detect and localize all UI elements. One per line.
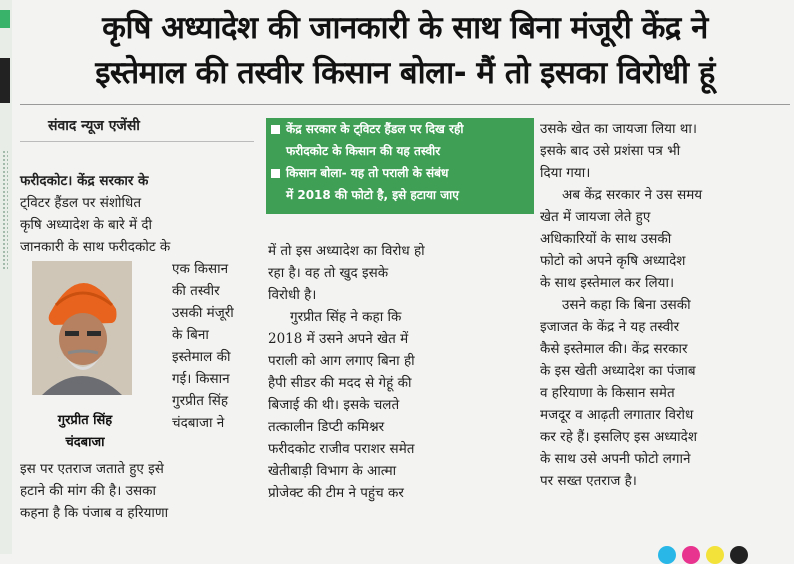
- page-edge: [0, 0, 12, 554]
- text-line: खेतीबाड़ी विभाग के आत्मा: [268, 463, 397, 479]
- column-1-bottom: [20, 458, 252, 524]
- highlight-text: फरीदकोट के किसान की यह तस्वीर: [286, 144, 441, 158]
- column-1-beside-photo: [172, 258, 252, 434]
- text-line: चंदबाजा ने: [172, 415, 225, 431]
- text-line: के साथ उसे अपनी फोटो लगाने: [540, 451, 691, 467]
- highlight-box: [266, 118, 534, 214]
- text-line: की तस्वीर: [172, 283, 220, 299]
- edge-black-mark: [0, 58, 10, 103]
- column-1-top: [20, 170, 252, 258]
- text-line: उसके खेत का जायजा लिया था।: [540, 121, 698, 137]
- text-line: हैपी सीडर की मदद से गेहूं की: [268, 375, 412, 391]
- highlight-text: में 2018 की फोटो है, इसे हटाया जाए: [286, 188, 459, 202]
- text-line: रहा है। वह तो खुद इसके: [268, 265, 389, 281]
- farmer-portrait-icon: [32, 261, 132, 395]
- text-line: गुरप्रीत सिंह ने कहा कि: [290, 309, 402, 325]
- text-line: इजाजत के केंद्र ने यह तस्वीर: [540, 319, 680, 335]
- text-line: के साथ इस्तेमाल कर लिया।: [540, 275, 675, 291]
- text-line: पराली को आग लगाए बिना ही: [268, 353, 415, 369]
- highlight-item: [266, 162, 534, 206]
- text-line: फरीदकोट। केंद्र सरकार के: [20, 173, 149, 189]
- print-mark-yellow: [706, 546, 724, 564]
- headline: [20, 6, 790, 96]
- text-line: प्रोजेक्ट की टीम ने पहुंच कर: [268, 485, 404, 501]
- text-line: उसने कहा कि बिना उसकी: [562, 297, 691, 313]
- column-3: [540, 118, 780, 492]
- edge-green-mark: [0, 10, 10, 28]
- byline: संवाद न्यूज एजेंसी: [48, 118, 140, 134]
- text-line: खेत में जायजा लेते हुए: [540, 209, 651, 225]
- headline-line-1: कृषि अध्यादेश की जानकारी के साथ बिना मंजूरी केंद्र ने: [102, 10, 708, 46]
- text-line: हटाने की मांग की है। उसका: [20, 483, 156, 499]
- bullet-square-icon: [271, 125, 280, 134]
- text-line: अधिकारियों के साथ उसकी: [540, 231, 672, 247]
- text-line: विरोधी है।: [268, 287, 317, 303]
- headline-divider: [20, 104, 790, 105]
- highlight-item: [266, 118, 534, 162]
- text-line: कैसे इस्तेमाल की। केंद्र सरकार: [540, 341, 688, 357]
- headline-line-2: इस्तेमाल की तस्वीर किसान बोला- मैं तो इसका विरोधी हूं: [95, 55, 715, 91]
- text-line: व हरियाणा के किसान समेत: [540, 385, 675, 401]
- text-line: एक किसान: [172, 261, 229, 277]
- print-mark-cyan: [658, 546, 676, 564]
- edge-halftone: [2, 150, 8, 270]
- text-line: गुरप्रीत सिंह: [172, 393, 229, 409]
- text-line: मजदूर व आढ़ती लगातार विरोध: [540, 407, 694, 423]
- text-line: में तो इस अध्यादेश का विरोध हो: [268, 243, 425, 259]
- text-line: के बिना: [172, 327, 209, 343]
- text-line: उसकी मंजूरी: [172, 305, 234, 321]
- print-mark-magenta: [682, 546, 700, 564]
- highlight-text: केंद्र सरकार के ट्विटर हैंडल पर दिख रही: [286, 122, 464, 136]
- text-line: इस्तेमाल की: [172, 349, 231, 365]
- text-line: इस पर एतराज जताते हुए इसे: [20, 461, 164, 477]
- text-line: अब केंद्र सरकार ने उस समय: [562, 187, 703, 203]
- text-line: फोटो को अपने कृषि अध्यादेश: [540, 253, 686, 269]
- text-line: गई। किसान: [172, 371, 230, 387]
- bullet-square-icon: [271, 169, 280, 178]
- photo-caption-surname: चंदबाजा: [65, 435, 105, 450]
- text-line: के इस खेती अध्यादेश का पंजाब: [540, 363, 696, 379]
- farmer-photo: [32, 261, 132, 395]
- text-line: कृषि अध्यादेश के बारे में दी: [20, 217, 153, 233]
- column-2: [268, 240, 532, 504]
- text-line: ट्विटर हैंडल पर संशोधित: [20, 195, 142, 211]
- byline-divider: [20, 141, 254, 142]
- text-line: बिजाई की थी। इसके चलते: [268, 397, 400, 413]
- text-line: फरीदकोट राजीव पराशर समेत: [268, 441, 415, 457]
- text-line: कहना है कि पंजाब व हरियाणा: [20, 505, 169, 521]
- print-mark-black: [730, 546, 748, 564]
- text-line: पर सख्त एतराज है।: [540, 473, 637, 489]
- text-line: तत्कालीन डिप्टी कमिश्नर: [268, 419, 385, 435]
- text-line: 2018 में उसने अपने खेत में: [268, 331, 409, 347]
- text-line: जानकारी के साथ फरीदकोट के: [20, 239, 171, 255]
- text-line: दिया गया।: [540, 165, 591, 181]
- highlight-text: किसान बोला- यह तो पराली के संबंध: [286, 166, 449, 180]
- photo-caption-name: गुरप्रीत सिंह: [57, 413, 113, 428]
- text-line: इसके बाद उसे प्रशंसा पत्र भी: [540, 143, 681, 159]
- text-line: कर रहे हैं। इसलिए इस अध्यादेश: [540, 429, 698, 445]
